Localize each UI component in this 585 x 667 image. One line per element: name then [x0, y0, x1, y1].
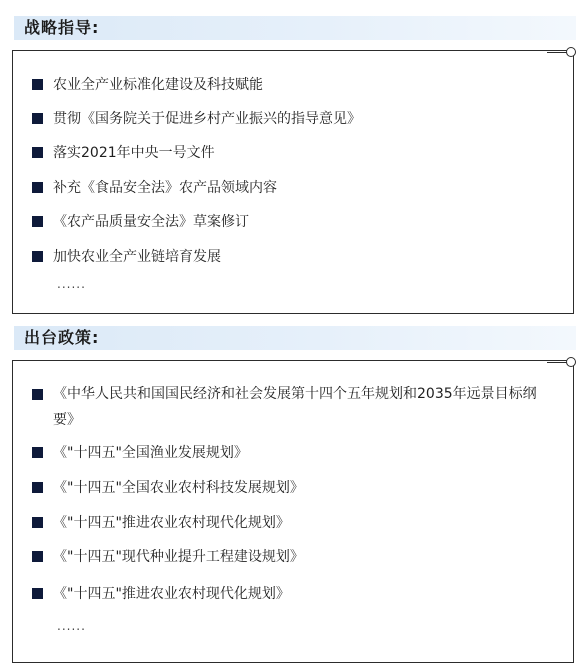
policy-box — [12, 360, 574, 663]
square-bullet-icon — [32, 588, 43, 599]
list-item — [53, 107, 555, 131]
list-item — [53, 381, 555, 433]
strategy-box — [12, 50, 574, 314]
list-item — [53, 245, 555, 269]
square-bullet-icon — [32, 147, 43, 158]
list-item-text: 《"十四五"推进农业农村现代化规划》 — [53, 515, 290, 531]
list-item — [53, 210, 555, 234]
box-corner-circle-icon — [566, 357, 576, 367]
list-item — [53, 545, 555, 569]
list-item — [53, 73, 555, 97]
square-bullet-icon — [32, 216, 43, 227]
square-bullet-icon — [32, 551, 43, 562]
ellipsis: ...... — [57, 619, 86, 633]
square-bullet-icon — [32, 389, 43, 400]
list-item — [53, 441, 555, 465]
square-bullet-icon — [32, 79, 43, 90]
list-item — [53, 141, 555, 165]
list-item — [53, 476, 555, 500]
square-bullet-icon — [32, 482, 43, 493]
box-connector-line — [547, 362, 567, 363]
square-bullet-icon — [32, 251, 43, 262]
section-title-policy: 出台政策: — [24, 328, 100, 347]
list-item — [53, 582, 555, 606]
list-item — [53, 176, 555, 200]
list-item-text: 《"十四五"现代种业提升工程建设规划》 — [53, 549, 304, 565]
list-item — [53, 511, 555, 535]
square-bullet-icon — [32, 517, 43, 528]
list-item-text: 《"十四五"全国农业农村科技发展规划》 — [53, 480, 304, 496]
list-item-text: 农业全产业标准化建设及科技赋能 — [53, 77, 263, 93]
list-item-text: 加快农业全产业链培育发展 — [53, 249, 221, 265]
list-item-text: 《"十四五"推进农业农村现代化规划》 — [53, 586, 290, 602]
list-item-text: 《中华人民共和国国民经济和社会发展第十四个五年规划和2035年远景目标纲要》 — [53, 386, 537, 428]
ellipsis: ...... — [57, 277, 86, 291]
square-bullet-icon — [32, 182, 43, 193]
list-item-text: 落实2021年中央一号文件 — [53, 145, 215, 161]
square-bullet-icon — [32, 447, 43, 458]
list-item-text: 《"十四五"全国渔业发展规划》 — [53, 445, 248, 461]
square-bullet-icon — [32, 113, 43, 124]
list-item-text: 《农产品质量安全法》草案修订 — [53, 214, 249, 230]
box-connector-line — [547, 52, 567, 53]
box-corner-circle-icon — [566, 47, 576, 57]
list-item-text: 贯彻《国务院关于促进乡村产业振兴的指导意见》 — [53, 111, 361, 127]
section-title-strategy: 战略指导: — [24, 18, 100, 37]
list-item-text: 补充《食品安全法》农产品领域内容 — [53, 180, 277, 196]
